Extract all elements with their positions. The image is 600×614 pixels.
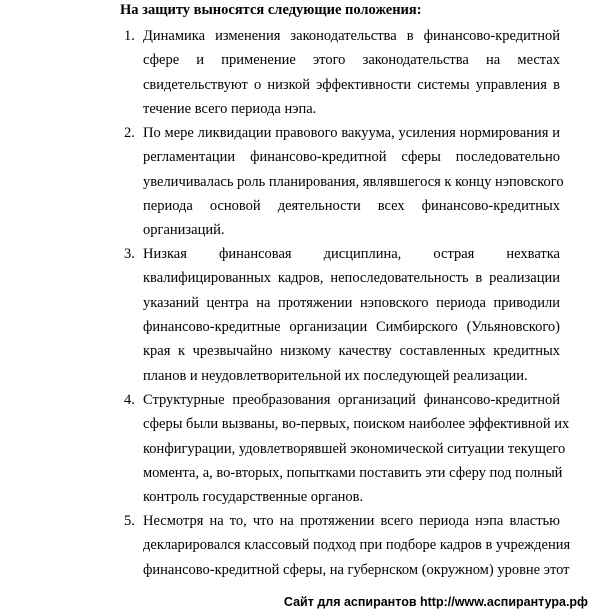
text-line: момента, а, во-вторых, попытками поставить эти сферу под полный <box>143 464 563 481</box>
text-line: указаний центра на протяжении нэповского периода приводили <box>143 294 560 311</box>
text-line: организаций. <box>143 222 225 239</box>
list-item-number: 2. <box>124 125 135 141</box>
text-line: сферы были вызваны, во-первых, поиском наиболее эффективной их <box>143 416 570 433</box>
text-line: сфере и применение этого законодательства на местах <box>143 52 560 69</box>
text-line: течение всего периода нэпа. <box>143 100 317 117</box>
text-line: Структурные преобразования организаций финансово-кредитной <box>143 392 560 408</box>
text-line: края к чрезвычайно низкому качеству составленных кредитных <box>143 343 560 360</box>
text-line: Динамика изменения законодательства в финансово-кредитной <box>143 28 560 44</box>
text-line: финансово-кредитные организации Симбирского (Ульяновского) <box>143 318 560 335</box>
text-line: регламентации финансово-кредитной сферы последовательно <box>143 149 560 166</box>
text-line: Несмотря на то, что на протяжении всего периода нэпа властью <box>143 513 560 529</box>
list-item-number: 1. <box>124 28 135 44</box>
document-heading: На защиту выносятся следующие положения: <box>120 2 422 18</box>
list-item-number: 3. <box>124 246 135 262</box>
text-line: увеличивалась роль планирования, являвшегося к концу нэповского <box>143 173 564 190</box>
text-line: планов и неудовлетворительной их последующей реализации. <box>143 367 528 384</box>
text-line: финансово-кредитной сферы, на губернском (окружном) уровне этот <box>143 561 570 578</box>
list-item-number: 5. <box>124 513 135 529</box>
text-line: По мере ликвидации правового вакуума, усиления нормирования и <box>143 125 560 141</box>
text-line: декларировался классовый подход при подборе кадров в учреждения <box>143 537 571 554</box>
text-line: конфигурации, удовлетворявшей экономической ситуации текущего <box>143 440 566 457</box>
text-line: квалифицированных кадров, непоследовательность в реализации <box>143 270 560 287</box>
text-line: контроль государственные органов. <box>143 489 364 506</box>
text-line: периода основой деятельности всех финансово-кредитных <box>143 197 560 214</box>
text-line: свидетельствуют о низкой эффективности системы управления в <box>143 76 560 93</box>
list-item-number: 4. <box>124 392 135 408</box>
site-watermark: Сайт для аспирантов http://www.аспирантура.рф <box>283 595 588 609</box>
text-line: Низкая финансовая дисциплина, острая нехватка <box>143 246 560 262</box>
